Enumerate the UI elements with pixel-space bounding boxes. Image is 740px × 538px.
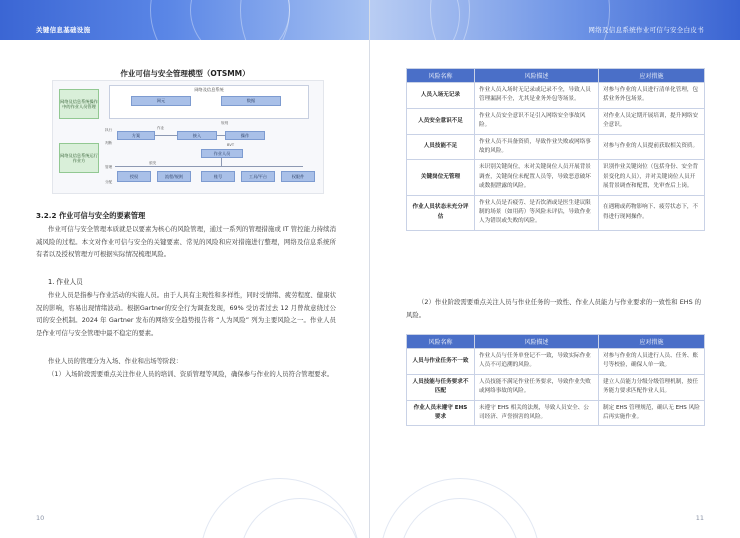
table-header-cell: 风险名称 (407, 69, 475, 83)
risk-name-cell: 作业人员状态未充分评估 (407, 195, 475, 230)
left-footer-decoration (0, 468, 370, 538)
risk-table-work (406, 334, 705, 426)
right-page-number: 11 (695, 514, 704, 522)
diagram-box-process-rule: 流程/规则 (157, 171, 191, 182)
table-header-cell: 风险描述 (475, 69, 599, 83)
diagram-box-data: 数据 (221, 96, 281, 106)
diagram-connector (221, 158, 222, 166)
diagram-connector (155, 135, 177, 136)
diagram-box-account: 账号 (201, 171, 235, 182)
table-row (407, 195, 705, 230)
risk-name-cell: 人员安全意识不足 (407, 108, 475, 134)
diagram-label-ops: 作业 (157, 126, 165, 130)
diagram-box-personnel: 作业人员 (201, 149, 243, 158)
diagram-box-network: 网元 (131, 96, 191, 106)
risk-desc-cell: 作业人员安全意识不足引入网络安全事故风险。 (475, 108, 599, 134)
risk-measure-cell: 对参与作业的人员进行清单化管理，包括业务外包场景。 (599, 83, 705, 109)
diagram-box-ops-perm: 权限件 (281, 171, 315, 182)
risk-desc-cell: 作业人员是否疲劳、是否饮酒或是医生建议限制的场景（如用药）等风险未评估，导致作业人为错误或失败的风险。 (475, 195, 599, 230)
left-header-title: 关键信息基础设施 (36, 26, 91, 34)
left-header-bar (0, 0, 370, 40)
right-header-title: 网络及信息系统作业可信与安全白皮书 (588, 26, 704, 34)
table-row (407, 400, 705, 426)
risk-measure-cell: 识别作业关键岗位（包括身份、安全背景变化的人员），并对关键岗位人员开展背景调查和配置，先审查后上岗。 (599, 160, 705, 195)
diagram-label-inc: BVT (227, 143, 235, 147)
table-row (407, 374, 705, 400)
paragraph-entry-stage: （1）入场阶段需要重点关注作业人员的培训、资质管理等风险，确保参与作业的人员符合管理要求。 (48, 370, 334, 378)
table-header-cell: 风险描述 (475, 335, 599, 349)
risk-name-cell: 人员技能不足 (407, 134, 475, 160)
risk-name-cell: 人员入场无记录 (407, 83, 475, 109)
diagram-box-plan: 方案 (117, 131, 155, 140)
table-header-cell: 应对措施 (599, 335, 705, 349)
paragraph-stages: 作业人员的管理分为入场、作业和出场等阶段： (48, 357, 183, 365)
risk-measure-cell: 在遇精或药物影响下、疲劳状态下，不得进行现网操作。 (599, 195, 705, 230)
risk-desc-cell: 未遵守 EHS 相关的法规，导致人员安全、公司经济、声誉损害的风险。 (475, 400, 599, 426)
paragraph-work-stage: （2）作业阶段需要重点关注人员与作业任务的一致性、作业人员能力与作业要求的一致性和 EHS 的风险。 (406, 298, 702, 319)
table-header-row (407, 69, 705, 83)
figure-title: 作业可信与安全管理模型（OTSMM） (120, 69, 250, 78)
table-row (407, 83, 705, 109)
diagram-label-exec: 执行 (105, 128, 113, 132)
diagram-box-people: 网络及信息系统操作中的作业人员管理 (59, 89, 99, 119)
right-footer-decoration (370, 468, 740, 538)
diagram-box-tools: 工具/平台 (241, 171, 275, 182)
left-page-number: 10 (36, 514, 45, 522)
table-header-row (407, 335, 705, 349)
diagram-connector (217, 135, 225, 136)
table-row (407, 108, 705, 134)
risk-name-cell: 人员技能与任务要求不匹配 (407, 374, 475, 400)
risk-desc-cell: 作业人员入场时无记录或记录不全，导致人员管理漏洞不全，尤其是业务外包等场景。 (475, 83, 599, 109)
paragraph-personnel: 作业人员是指参与作业活动的实施人员。由于人具有主观性和多样性，同时受情绪、疲劳程度、健康状况的影响，容易出现情绪波动。根据Gartner的安全行为调查发现，69% 受访者过去 12 月曾故意绕过公司的安全机制。2024 年 Gartner 发布的网络安全趋势报告将 “人为风险” 列为主要风险之一。作业人员是作业可信与安全管理中最不稳定的要素。 (36, 291, 336, 337)
table-header-cell: 应对措施 (599, 69, 705, 83)
risk-measure-cell: 制定 EHS 管理规范，确认无 EHS 风险后再实施作业。 (599, 400, 705, 426)
diagram-box-process: 网络及信息系统运行作业方 (59, 143, 99, 173)
table-row (407, 134, 705, 160)
sub-heading-personnel: 1. 作业人员 (48, 278, 83, 286)
diagram-label-assign: 分配 (105, 180, 113, 184)
diagram-label-rule: 规则 (221, 121, 229, 125)
table-row (407, 349, 705, 375)
risk-measure-cell: 对作业人员定期开展培训，提升网络安全意识。 (599, 108, 705, 134)
risk-name-cell: 人员与作业任务不一致 (407, 349, 475, 375)
diagram-outer-label: 网络及信息系统 (194, 87, 224, 92)
diagram-label-issue: 颁发 (149, 161, 157, 165)
table-header-cell: 风险名称 (407, 335, 475, 349)
risk-measure-cell: 对参与作业的人员提前获取相关资质。 (599, 134, 705, 160)
diagram-box-authorize: 授权 (117, 171, 151, 182)
diagram-label-judge: 判断 (105, 141, 113, 145)
risk-name-cell: 作业人员未遵守 EHS 要求 (407, 400, 475, 426)
risk-name-cell: 关键岗位无管理 (407, 160, 475, 195)
diagram-connector (115, 166, 303, 167)
diagram-label-manage: 管理 (105, 165, 113, 169)
risk-desc-cell: 未识别关键岗位，未对关键岗位人员开展背景调查，关键岗位未配置人员等，导致恶意破坏或数据泄露的风险。 (475, 160, 599, 195)
otsmm-diagram (52, 80, 324, 194)
diagram-box-operate: 操作 (225, 131, 265, 140)
risk-table-entry (406, 68, 705, 231)
risk-desc-cell: 人员技能不满足作业任务要求，导致作业失败或网络事故的风险。 (475, 374, 599, 400)
right-header-bar (370, 0, 740, 40)
table-row (407, 160, 705, 195)
risk-desc-cell: 作业人员与任务单登记不一致，导致实际作业人员不可追溯的风险。 (475, 349, 599, 375)
risk-measure-cell: 对参与作业的人员进行人员、任务、账号等校验，确保人单一致。 (599, 349, 705, 375)
risk-desc-cell: 作业人员不具备资质，导致作业失败或网络事故的风险。 (475, 134, 599, 160)
diagram-box-access: 接入 (177, 131, 217, 140)
risk-measure-cell: 建立人员能力分级分级管理机制，按任务能力要求匹配作业人员。 (599, 374, 705, 400)
paragraph-intro: 作业可信与安全管理本质就是以要素为核心的风险管理，通过一系列的管理措施或 IT 管控能力持续消减风险的过程。本文对作业可信与安全的关键要素、常见的风险和应对措施进行整理，网络及信息系统所有者以及授权管理方可根据实际情况梳理风险。 (36, 225, 336, 258)
section-heading: 3.2.2 作业可信与安全的要素管理 (36, 211, 146, 220)
